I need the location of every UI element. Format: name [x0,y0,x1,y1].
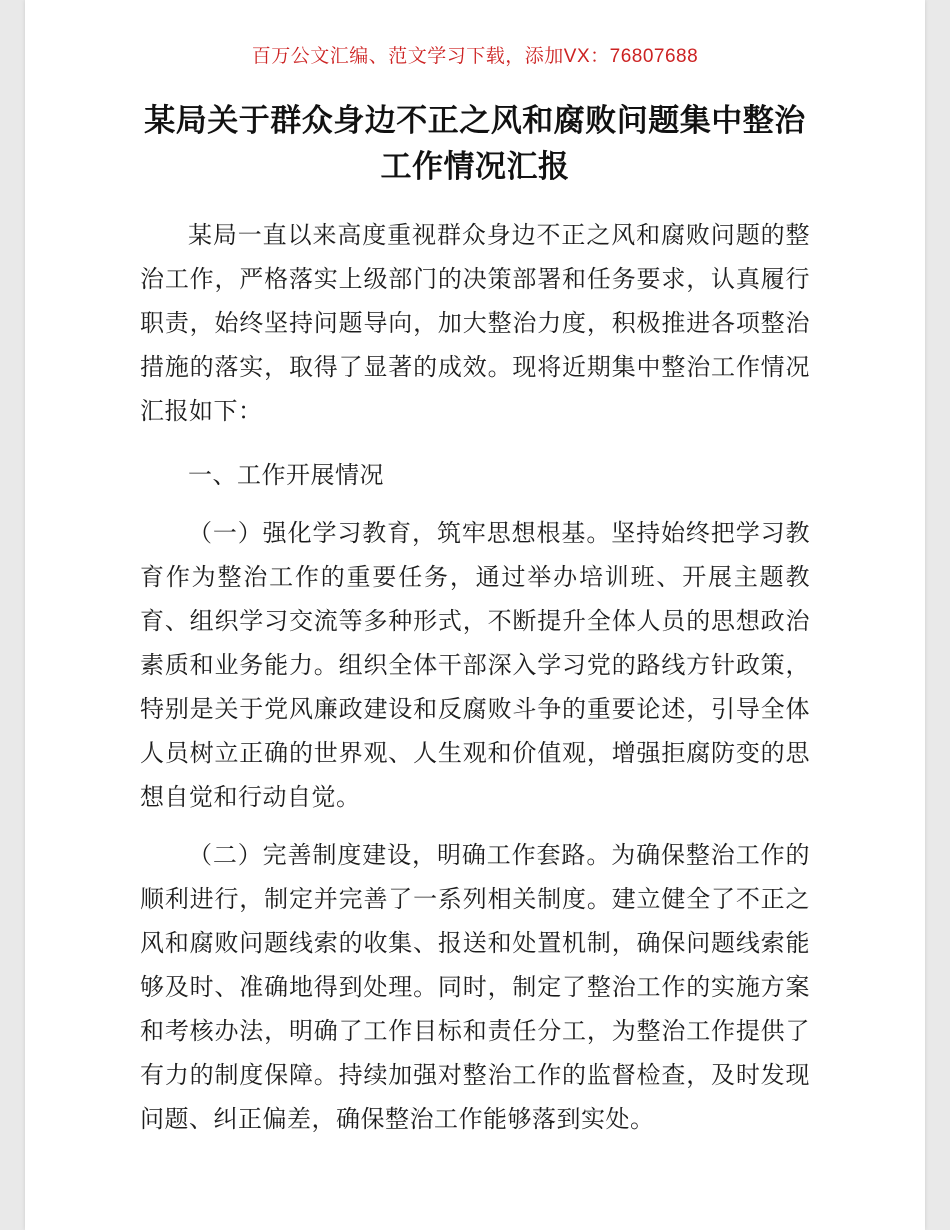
document-title: 某局关于群众身边不正之风和腐败问题集中整治工作情况汇报 [144,103,806,184]
document-page [25,0,925,1230]
section-heading: 一、工作开展情况 [188,462,384,489]
body-paragraph: （一）强化学习教育，筑牢思想根基。坚持始终把学习教育作为整治工作的重要任务，通过举办培训班、开展主题教育、组织学习交流等多种形式，不断提升全体人员的思想政治素质和业务能力。组织全体干部深入学习党的路线方针政策，特别是关于党风廉政建设和反腐败斗争的重要论述，引导全体人员树立正确的世界观、人生观和价值观，增强拒腐防变的思想自觉和行动自觉。 [140,520,810,811]
document-body [140,214,810,1142]
promo-notice: 百万公文汇编、范文学习下载，添加VX：76807688 [251,46,699,67]
body-paragraph: （二）完善制度建设，明确工作套路。为确保整治工作的顺利进行，制定并完善了一系列相关制度。建立健全了不正之风和腐败问题线索的收集、报送和处置机制，确保问题线索能够及时、准确地得到处理。同时，制定了整治工作的实施方案和考核办法，明确了工作目标和责任分工，为整治工作提供了有力的制度保障。持续加强对整治工作的监督检查，及时发现问题、纠正偏差，确保整治工作能够落到实处。 [140,842,810,1133]
body-paragraph: 某局一直以来高度重视群众身边不正之风和腐败问题的整治工作，严格落实上级部门的决策部署和任务要求，认真履行职责，始终坚持问题导向，加大整治力度，积极推进各项整治措施的落实，取得了显著的成效。现将近期集中整治工作情况汇报如下： [140,222,810,425]
